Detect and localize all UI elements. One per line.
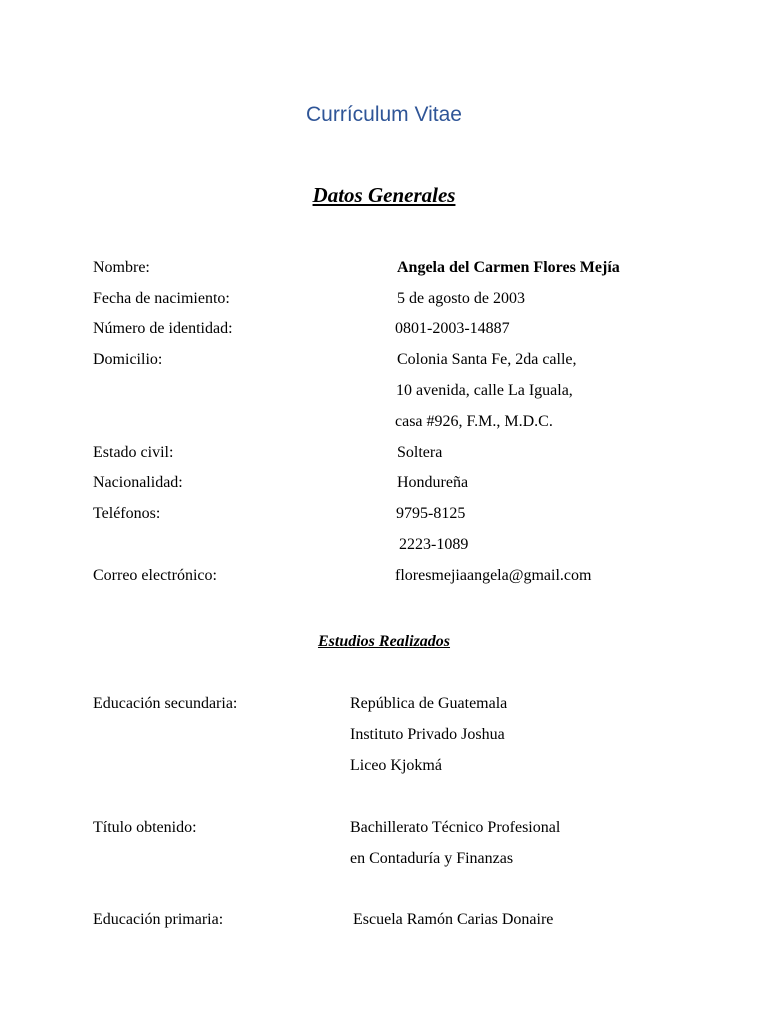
field-label-degree: Título obtenido: bbox=[93, 819, 197, 836]
field-label-name: Nombre: bbox=[93, 259, 150, 276]
field-value-civil-status: Soltera bbox=[397, 444, 443, 461]
field-value-email: floresmejiaangela@gmail.com bbox=[395, 567, 592, 584]
field-label-phones: Teléfonos: bbox=[93, 505, 161, 522]
field-label-email: Correo electrónico: bbox=[93, 567, 217, 584]
field-label-id-number: Número de identidad: bbox=[93, 320, 233, 337]
field-value-degree-line: en Contaduría y Finanzas bbox=[350, 850, 514, 867]
section-heading-general: Datos Generales bbox=[312, 183, 456, 207]
field-value-address-line: casa #926, F.M., M.D.C. bbox=[395, 413, 553, 430]
section-heading-studies: Estudios Realizados bbox=[317, 633, 451, 650]
field-label-nationality: Nacionalidad: bbox=[93, 474, 183, 491]
field-label-birthdate: Fecha de nacimiento: bbox=[93, 290, 230, 307]
field-label-address: Domicilio: bbox=[93, 351, 163, 368]
field-label-civil-status: Estado civil: bbox=[93, 444, 174, 461]
document-title: Currículum Vitae bbox=[305, 103, 462, 126]
field-value-address-line: Colonia Santa Fe, 2da calle, bbox=[397, 351, 577, 368]
field-value-address-line: 10 avenida, calle La Iguala, bbox=[396, 382, 573, 399]
field-value-nationality: Hondureña bbox=[397, 474, 469, 491]
field-value-degree-line: Bachillerato Técnico Profesional bbox=[350, 819, 561, 836]
field-value-id-number: 0801-2003-14887 bbox=[395, 320, 510, 337]
field-label-secondary-education: Educación secundaria: bbox=[93, 695, 238, 712]
field-value-secondary-education-line: Instituto Privado Joshua bbox=[350, 726, 505, 743]
field-label-primary-education: Educación primaria: bbox=[93, 911, 224, 928]
field-value-birthdate: 5 de agosto de 2003 bbox=[397, 290, 525, 307]
field-value-primary-education: Escuela Ramón Carias Donaire bbox=[353, 911, 554, 928]
field-value-name: Angela del Carmen Flores Mejía bbox=[397, 259, 620, 276]
field-value-phone: 9795-8125 bbox=[396, 505, 466, 522]
field-value-secondary-education-line: Liceo Kjokmá bbox=[350, 757, 442, 774]
field-value-phone: 2223-1089 bbox=[399, 536, 469, 553]
field-value-secondary-education-line: República de Guatemala bbox=[350, 695, 508, 712]
